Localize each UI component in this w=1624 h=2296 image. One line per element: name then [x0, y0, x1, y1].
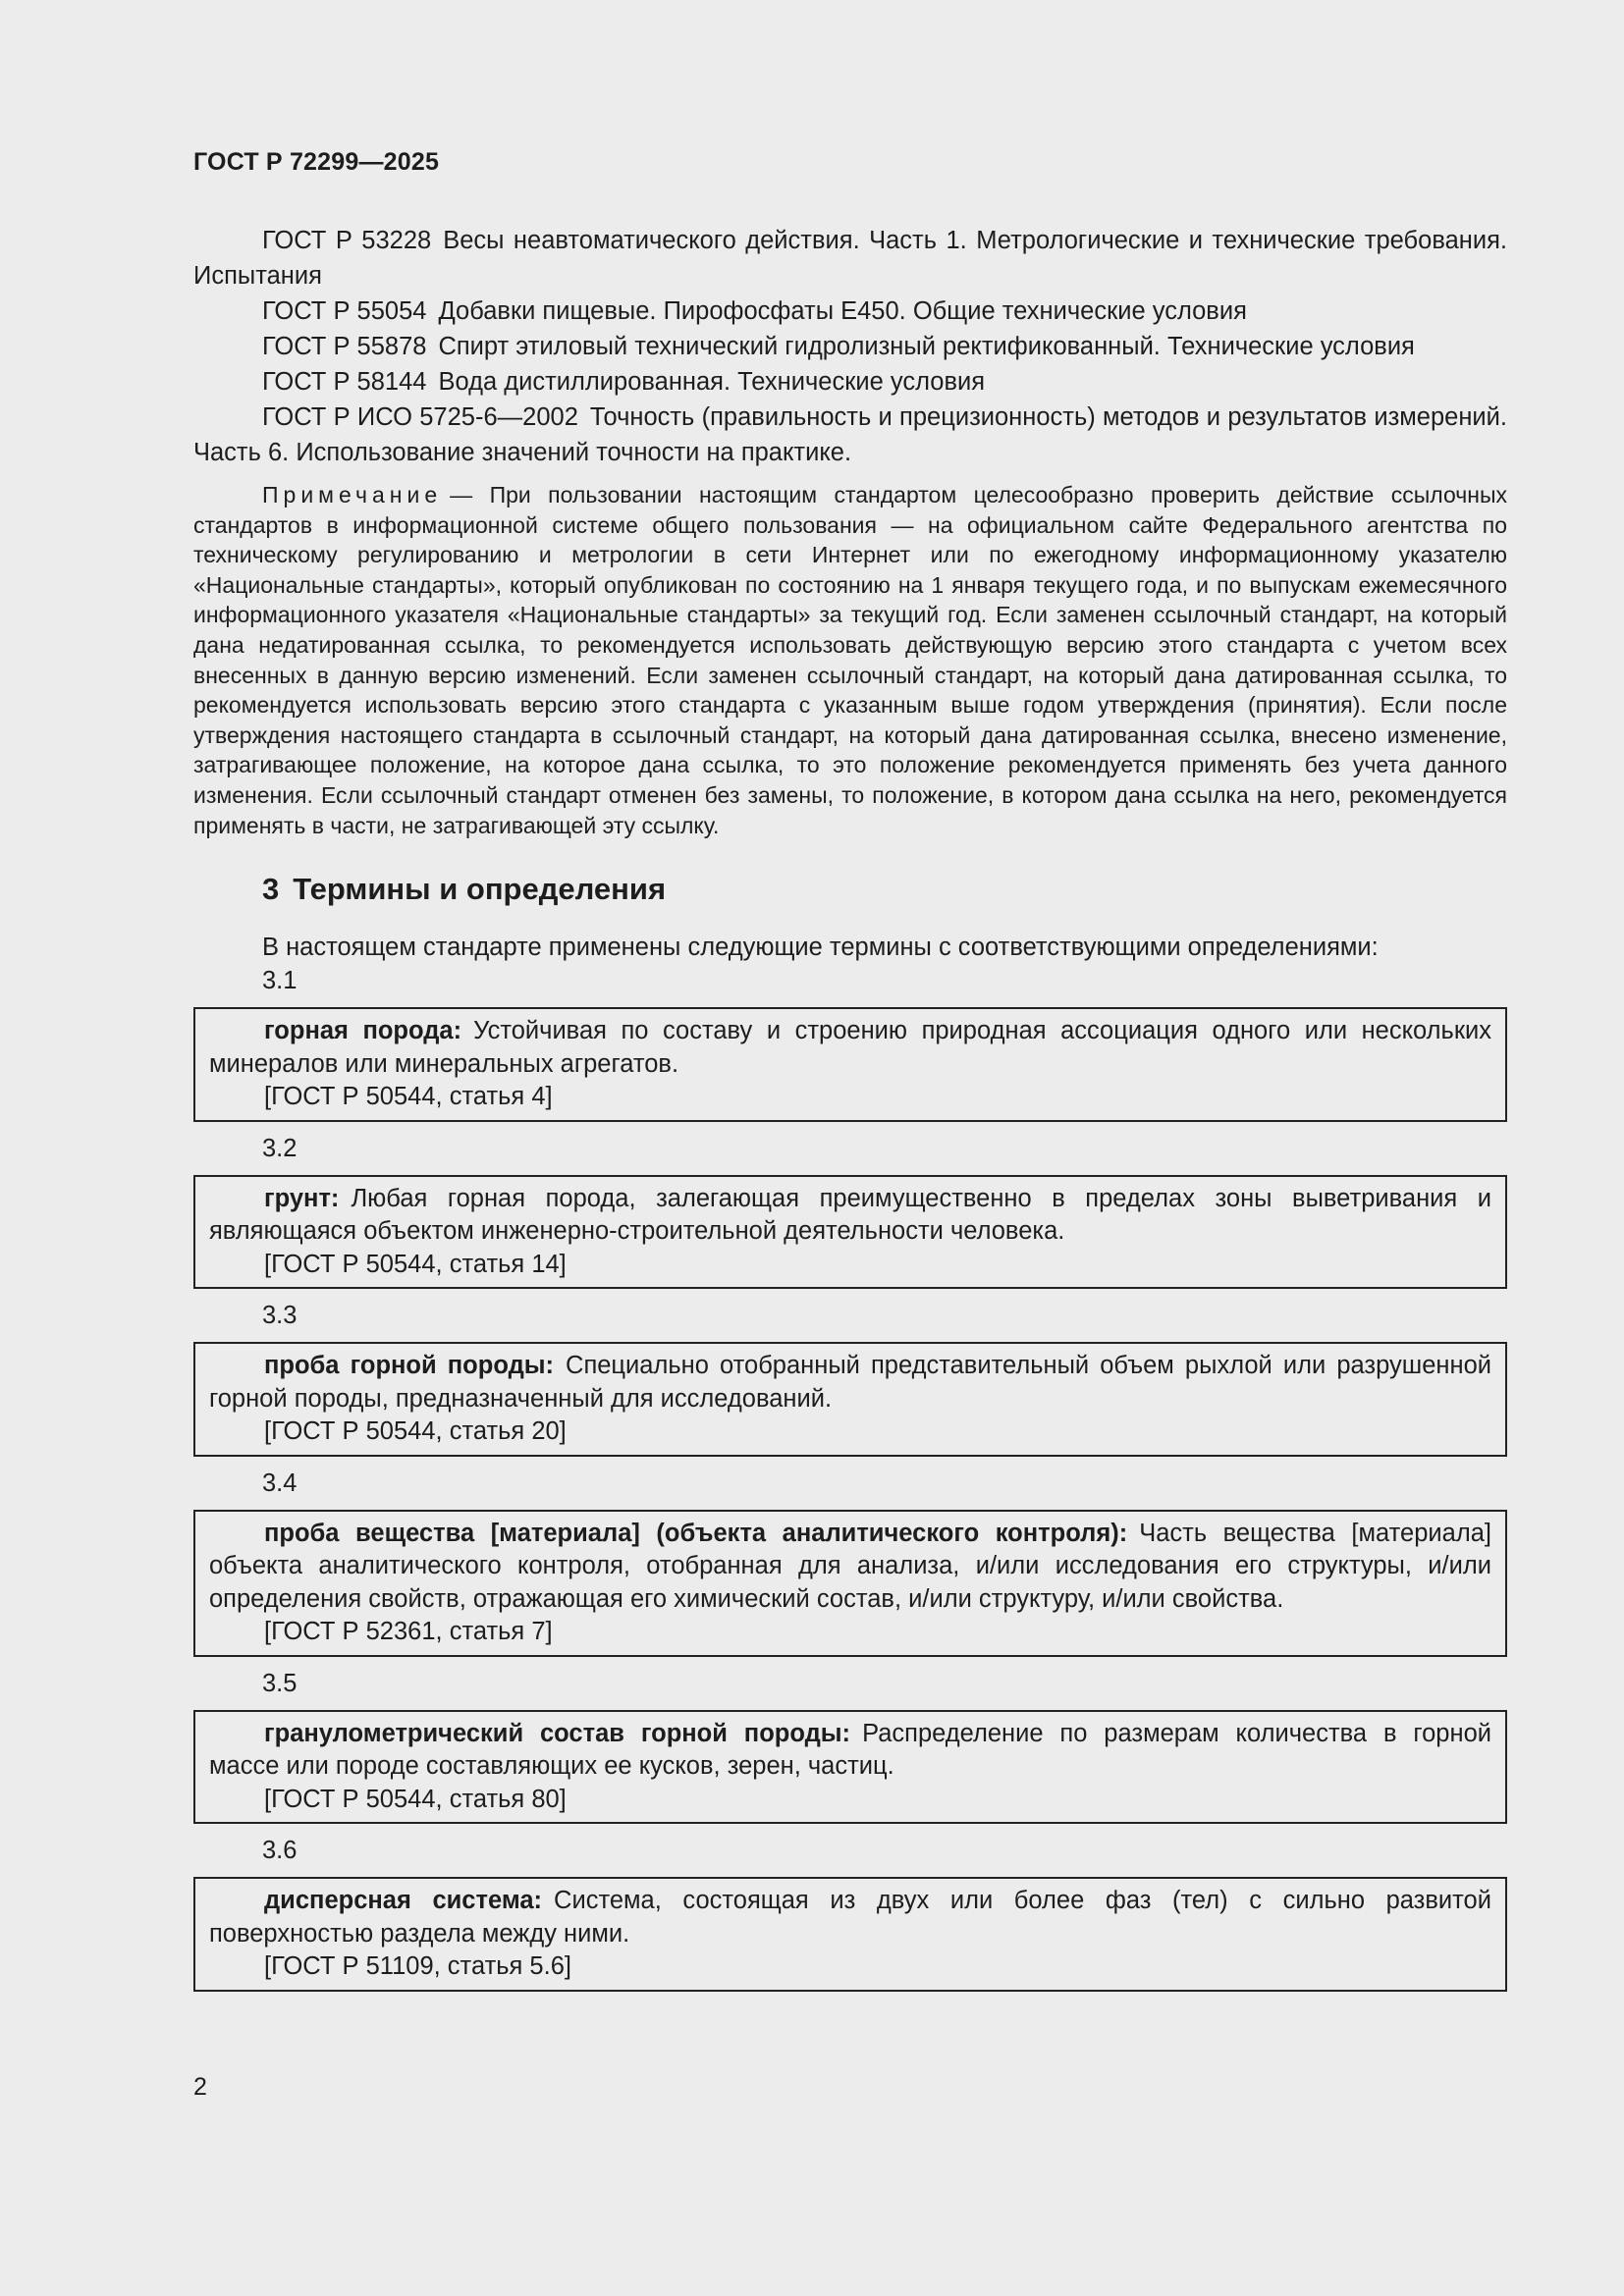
term-number: 3.4 — [262, 1468, 298, 1497]
term-name: горная порода: — [264, 1017, 462, 1045]
term-name: дисперсная система: — [264, 1887, 543, 1915]
reference-item — [193, 329, 1507, 364]
reference-item — [193, 364, 1507, 400]
section-intro: В настоящем стандарте применены следующие термины с соответствующими определениями: — [262, 934, 1379, 962]
term-number: 3.1 — [262, 967, 298, 995]
term-source: [ГОСТ Р 51109, статья 5.6] — [264, 1952, 571, 1981]
term-text: Устойчивая по составу и строению природная ассоциация одного или нескольких минералов или минеральных агрегатов. — [209, 1017, 1491, 1078]
term-number: 3.3 — [262, 1302, 298, 1330]
reference-item — [193, 223, 1507, 294]
page-number: 2 — [193, 2073, 207, 2101]
term-definition — [209, 1350, 1491, 1415]
term-text: Система, состоящая из двух или более фаз (тел) с сильно развитой поверхностью раздела между ними. — [209, 1887, 1491, 1948]
term-number: 3.5 — [262, 1669, 298, 1697]
reference-title: Точность (правильность и прецизионность) методов и результатов измерений. Часть 6. Использование значений точности на практике. — [193, 403, 1507, 466]
term-source: [ГОСТ Р 50544, статья 20] — [264, 1417, 567, 1446]
term-definition-box — [193, 1510, 1507, 1657]
term-definition-box — [193, 1007, 1507, 1122]
term-definition — [209, 1183, 1491, 1249]
term-definition — [209, 1518, 1491, 1617]
term-number: 3.2 — [262, 1134, 298, 1162]
note-paragraph — [193, 480, 1507, 840]
term-definition-box — [193, 1710, 1507, 1825]
term-text: Специально отобранный представительный объем рыхлой или разрушенной горной породы, предназначенный для исследований. — [209, 1352, 1491, 1413]
document-header: ГОСТ Р 72299—2025 — [193, 148, 440, 176]
term-name: проба вещества [материала] (объекта аналитического контроля): — [264, 1519, 1128, 1547]
section-heading — [262, 870, 1507, 909]
normative-references — [193, 223, 1507, 470]
section-title: Термины и определения — [293, 872, 667, 907]
term-definition-box — [193, 1342, 1507, 1457]
reference-code: ГОСТ Р 55054 — [262, 297, 427, 325]
term-definition — [209, 1885, 1491, 1950]
reference-item — [193, 400, 1507, 470]
reference-code: ГОСТ Р 53228 — [262, 227, 432, 254]
term-definition-box — [193, 1877, 1507, 1992]
reference-code: ГОСТ Р 55878 — [262, 333, 427, 360]
reference-code: ГОСТ Р ИСО 5725-6—2002 — [262, 403, 578, 431]
term-name: проба горной породы: — [264, 1352, 555, 1380]
term-definition — [209, 1015, 1491, 1081]
term-text: Часть вещества [материала] объекта аналитического контроля, отобранная для анализа, и/или исследования его структуры, и/или определения свойств, отражающая его химический состав, и/или структуру, и/или свойства. — [209, 1519, 1491, 1613]
reference-item — [193, 294, 1507, 329]
term-definition-box — [193, 1175, 1507, 1290]
term-source: [ГОСТ Р 50544, статья 80] — [264, 1785, 567, 1813]
term-source: [ГОСТ Р 50544, статья 4] — [264, 1083, 553, 1111]
term-text: Любая горная порода, залегающая преимущественно в пределах зоны выветривания и являющаяся объектом инженерно-строительной деятельности человека. — [209, 1184, 1491, 1246]
section-number: 3 — [262, 872, 280, 907]
reference-title: Спирт этиловый технический гидролизный ректификованный. Технические условия — [438, 333, 1415, 360]
page-content — [193, 223, 1507, 1992]
reference-title: Весы неавтоматического действия. Часть 1. Метрологические и технические требования. Испытания — [193, 227, 1507, 290]
term-number: 3.6 — [262, 1837, 298, 1865]
reference-code: ГОСТ Р 58144 — [262, 368, 427, 396]
reference-title: Вода дистиллированная. Технические условия — [438, 368, 986, 396]
term-text: Распределение по размерам количества в горной массе или породе составляющих ее кусков, зерен, частиц. — [209, 1719, 1491, 1781]
term-source: [ГОСТ Р 52361, статья 7] — [264, 1618, 553, 1646]
term-name: грунт: — [264, 1184, 340, 1212]
term-definition — [209, 1718, 1491, 1784]
note-label: Примечание — [262, 482, 443, 507]
term-name: гранулометрический состав горной породы: — [264, 1719, 851, 1747]
reference-title: Добавки пищевые. Пирофосфаты Е450. Общие технические условия — [438, 297, 1247, 325]
term-source: [ГОСТ Р 50544, статья 14] — [264, 1250, 567, 1278]
note-text: — При пользовании настоящим стандартом целесообразно проверить действие ссылочных стандартов в информационной системе общего пользования — на официальном сайте Федерального агентства по техническому регулированию и метрологии в сети Интернет или по ежегодному информационному указателю «Национальные стандарты», который опубликован по состоянию на 1 января текущего года, и по выпускам ежемесячного информационного указателя «Национальные стандарты» за текущий год. Если заменен ссылочный стандарт, на который дана недатированная ссылка, то рекомендуется использовать действующую версию этого стандарта с учетом всех внесенных в данную версию изменений. Если заменен ссылочный стандарт, на который дана датированная ссылка, то рекомендуется использовать версию этого стандарта с указанным выше годом утверждения (принятия). Если после утверждения настоящего стандарта в ссылочный стандарт, на который дана датированная ссылка, внесено изменение, затрагивающее положение, на которое дана ссылка, то это положение рекомендуется применять без учета данного изменения. Если ссылочный стандарт отменен без замены, то положение, в котором дана ссылка на него, рекомендуется применять в части, не затрагивающей эту ссылку. — [193, 482, 1507, 838]
